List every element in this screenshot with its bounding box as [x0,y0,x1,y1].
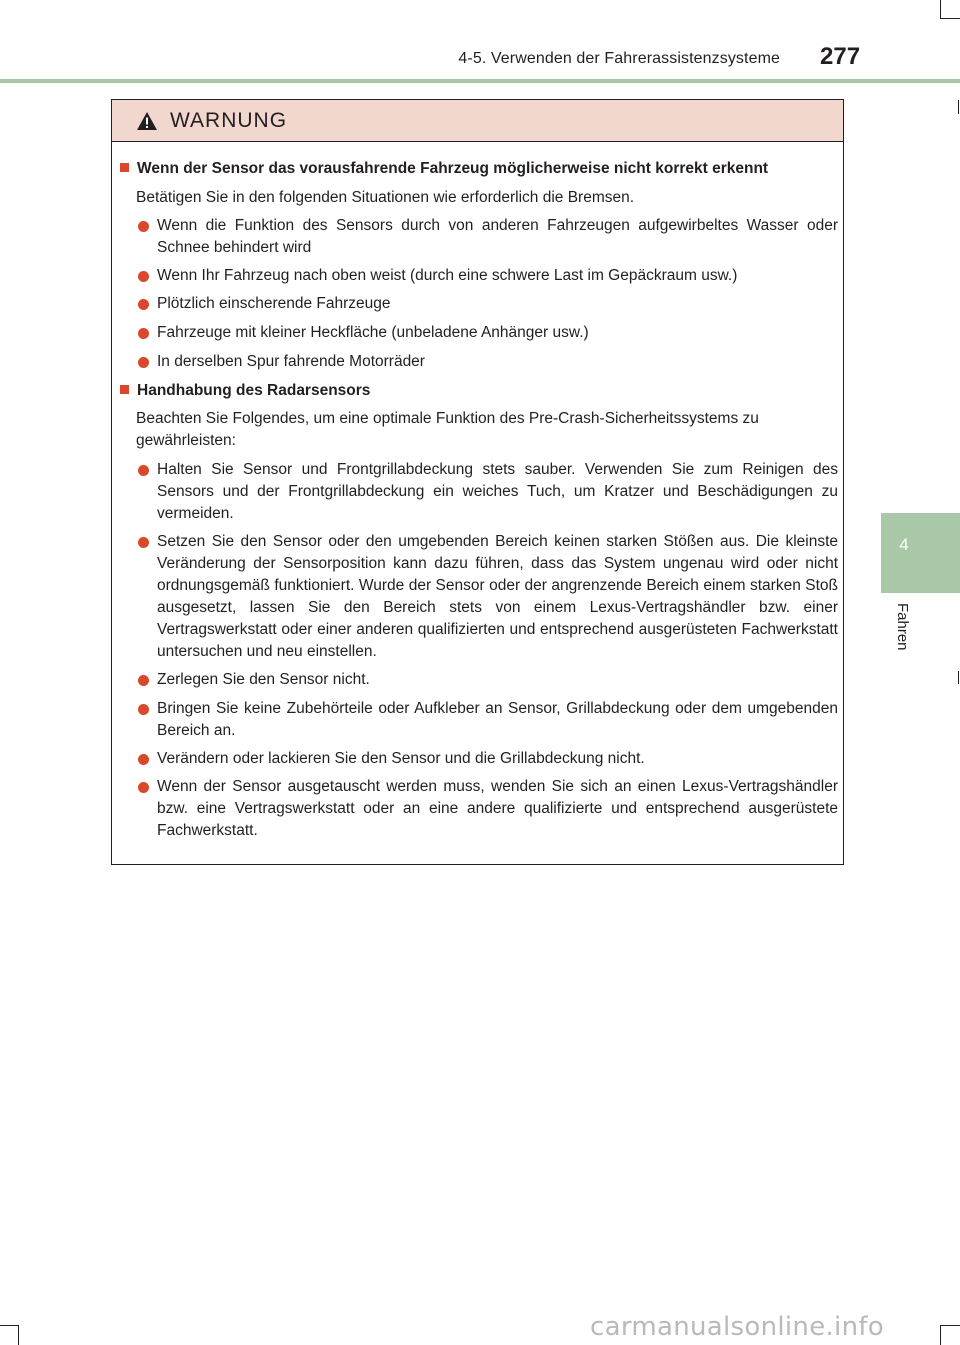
section-heading-text: Handhabung des Radarsensors [137,382,371,399]
round-bullet-icon [138,357,149,368]
section-header-title: 4-5. Verwenden der Fahrerassistenzsysteme [458,50,780,67]
round-bullet-icon [138,271,149,282]
crop-mark [940,1325,941,1345]
round-bullet-icon [138,465,149,476]
list-item-text: Verändern oder lackieren Sie den Sensor und die Grillabdeckung nicht. [157,750,645,767]
chapter-number: 4 [899,535,909,554]
section-intro: Betätigen Sie in den folgenden Situationen wie erforderlich die Bremsen. [136,189,635,206]
list-item-text: Halten Sie Sensor und Frontgrillabdeckung stets sauber. Verwenden Sie zum Reinigen des Sensors und der Frontgrillabdeckung ein weiches Tuch, um Kratzer und Beschädigungen zu vermeiden. [157,461,838,522]
crop-mark [940,18,960,19]
section-heading [120,158,768,180]
list-item-text: Fahrzeuge mit kleiner Heckfläche (unbeladene Anhänger usw.) [157,324,589,341]
section-heading-text: Wenn der Sensor das vorausfahrende Fahrzeug möglicherweise nicht korrekt erkennt [137,160,769,177]
warning-header [112,100,843,142]
crop-mark [958,670,959,684]
page-number: 277 [820,43,861,70]
chapter-strip [881,593,960,671]
round-bullet-icon [138,328,149,339]
crop-mark [0,1325,18,1326]
chapter-tab [881,513,960,593]
square-bullet-icon [120,163,129,172]
list-item-text: In derselben Spur fahrende Motorräder [157,353,425,370]
crop-mark [940,1325,960,1326]
chapter-label: Fahren [894,603,911,651]
warning-triangle-icon [136,111,158,131]
header-rule [0,79,960,83]
list-item-text: Zerlegen Sie den Sensor nicht. [157,671,370,688]
round-bullet-icon [138,704,149,715]
round-bullet-icon [138,675,149,686]
section-intro: Beachten Sie Folgendes, um eine optimale Funktion des Pre-Crash-Sicherheitssystems zu gewährleisten: [136,410,759,449]
round-bullet-icon [138,754,149,765]
square-bullet-icon [120,385,129,394]
round-bullet-icon [138,537,149,548]
watermark-text: carmanualsonline.info [590,1312,885,1342]
section-heading [120,380,370,402]
list-item-text: Plötzlich einscherende Fahrzeuge [157,295,391,312]
crop-mark [18,1325,19,1345]
round-bullet-icon [138,299,149,310]
crop-mark [940,0,941,18]
crop-mark [958,100,959,114]
list-item-text: Bringen Sie keine Zubehörteile oder Aufkleber an Sensor, Grillabdeckung oder dem umgebenden Bereich an. [157,700,838,739]
warning-title: WARNUNG [170,109,288,132]
warning-box [111,99,844,865]
list-item-text: Wenn der Sensor ausgetauscht werden muss, wenden Sie sich an einen Lexus-Vertragshändler bzw. eine Vertragswerkstatt oder an eine andere qualifizierte und entsprechend ausgerüstete Fachwerkstatt. [157,778,838,839]
list-item-text: Wenn die Funktion des Sensors durch von anderen Fahrzeugen aufgewirbeltes Wasser oder Schnee behindert wird [157,217,838,256]
round-bullet-icon [138,782,149,793]
list-item-text: Setzen Sie den Sensor oder den umgebenden Bereich keinen starken Stößen aus. Die kleinste Veränderung der Sensorposition kann dazu führen, dass das System ungenau wird oder nicht ordnungsgemäß funktioniert. Wurde der Sensor oder der angrenzende Bereich einem starken Stoß ausgesetzt, lassen Sie den Bereich stets von einem Lexus-Vertragshändler bzw. einer Vertragswerkstatt oder einer anderen qualifizierten und entsprechend ausgerüsteten Fachwerkstatt untersuchen und neu einstellen. [157,533,838,660]
list-item-text: Wenn Ihr Fahrzeug nach oben weist (durch eine schwere Last im Gepäckraum usw.) [157,267,738,284]
round-bullet-icon [138,221,149,232]
